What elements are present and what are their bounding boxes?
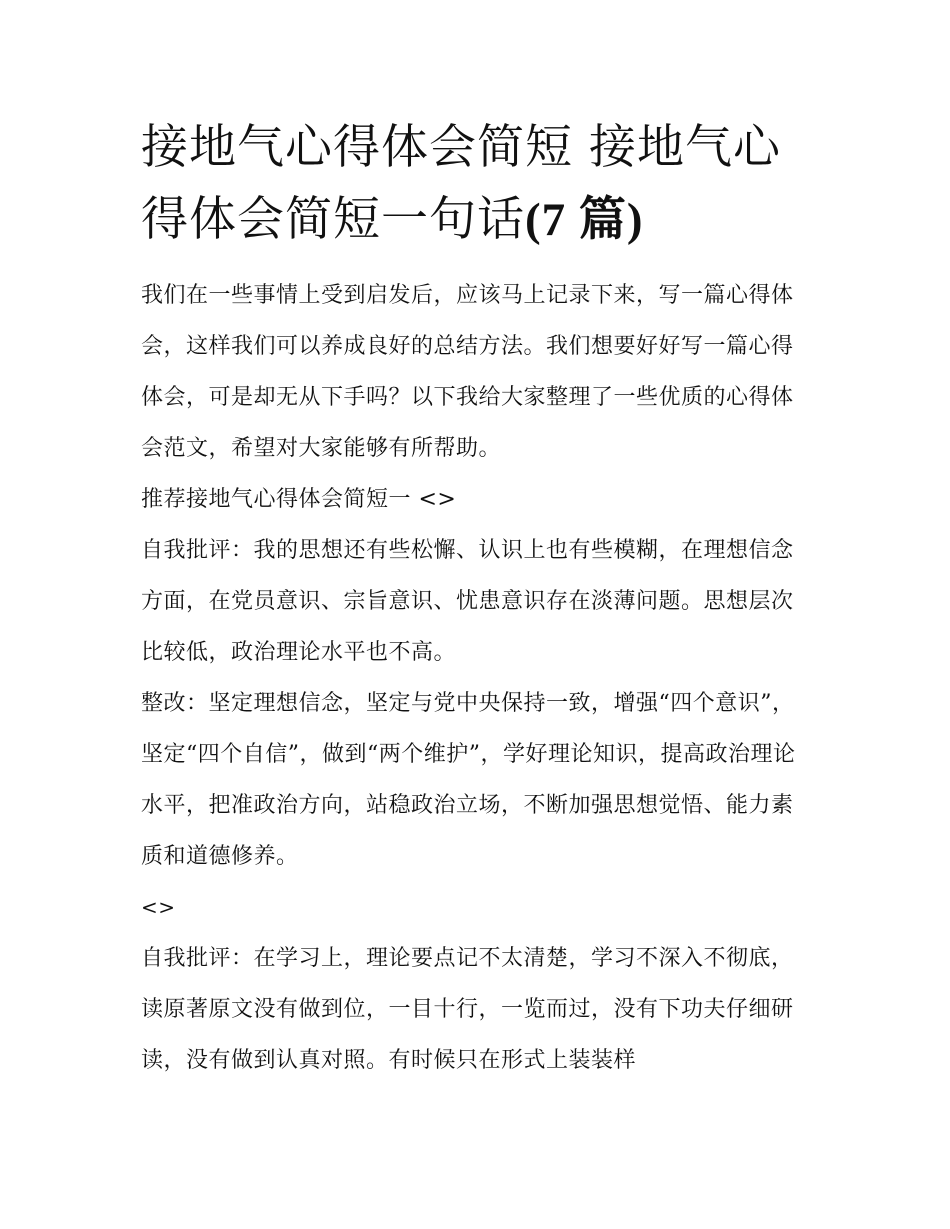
document-title <box>141 112 813 256</box>
title-main-text: 接地气心得体会简短 接地气心得体会简短一句话 <box>141 120 781 247</box>
self-criticism-paragraph-1: 自我批评：我的思想还有些松懈、认识上也有些模糊，在理想信念方面，在党员意识、宗旨意识、忧患意识存在淡薄问题。思想层次比较低，政治理论水平也不高。 <box>141 538 794 665</box>
self-criticism-paragraph-2: 自我批评：在学习上，理论要点记不太清楚，学习不深入不彻底，读原著原文没有做到位，一目十行，一览而过，没有下功夫仔细研读，没有做到认真对照。有时候只在形式上装装样 <box>141 946 794 1073</box>
separator-marker: <> <box>141 895 176 919</box>
section-heading: 推荐接地气心得体会简短一 <> <box>141 487 457 512</box>
intro-paragraph: 我们在一些事情上受到启发后，应该马上记录下来，写一篇心得体会，这样我们可以养成良好的总结方法。我们想要好好写一篇心得体会，可是却无从下手吗？以下我给大家整理了一些优质的心得体会范文，希望对大家能够有所帮助。 <box>141 283 794 461</box>
document-content <box>141 112 813 1086</box>
rectification-paragraph: 整改：坚定理想信念，坚定与党中央保持一致，增强“四个意识”，坚定“四个自信”，做到“两个维护”，学好理论知识，提高政治理论水平，把准政治方向，站稳政治立场，不断加强思想觉悟、能力素质和道德修养。 <box>141 691 796 869</box>
title-count-text: (7 篇) <box>525 194 644 246</box>
